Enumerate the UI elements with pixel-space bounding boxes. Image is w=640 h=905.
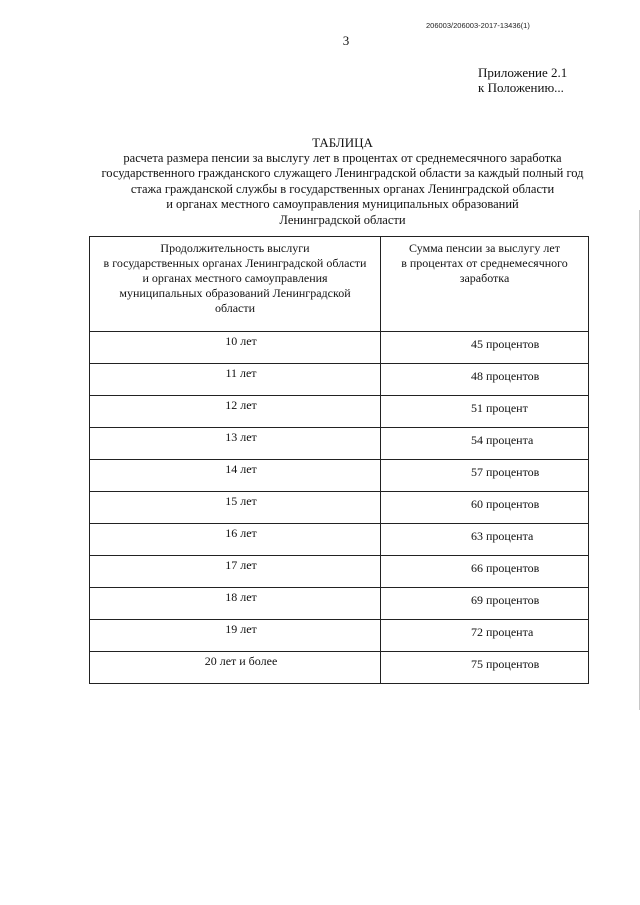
column-header-service-length: Продолжительность выслуги в государственных органах Ленинградской области и органах местного самоуправления муниципальных образований Ленинградской области [90,237,381,332]
table-row [90,524,589,556]
pension-amount-cell: 48 процентов [381,364,589,396]
pension-amount-cell: 54 процента [381,428,589,460]
table-row [90,556,589,588]
title-line: стажа гражданской службы в государственных органах Ленинградской области [130,181,555,196]
service-years-cell: 10 лет [90,332,381,364]
document-title [80,135,605,228]
pension-amount-cell: 72 процента [381,620,589,652]
pension-amount-cell: 60 процентов [381,492,589,524]
pension-amount-cell: 75 процентов [381,652,589,684]
title-heading: ТАБЛИЦА [312,135,373,150]
pension-amount-cell: 69 процентов [381,588,589,620]
table-row [90,460,589,492]
column-header-pension-amount: Сумма пенсии за выслугу лет в процентах от среднемесячного заработка [381,237,589,332]
appendix-reference [478,65,567,95]
table-row [90,652,589,684]
table-row [90,620,589,652]
pension-table [89,236,589,684]
service-years-cell: 15 лет [90,492,381,524]
table-row [90,588,589,620]
service-years-cell: 20 лет и более [90,652,381,684]
service-years-cell: 12 лет [90,396,381,428]
table-row [90,332,589,364]
page-number: 3 [342,33,350,48]
title-line: Ленинградской области [279,212,406,227]
pension-amount-cell: 63 процента [381,524,589,556]
service-years-cell: 16 лет [90,524,381,556]
table-row [90,364,589,396]
appendix-line-1: Приложение 2.1 [478,65,568,80]
pension-amount-cell: 57 процентов [381,460,589,492]
title-line: расчета размера пенсии за выслугу лет в процентах от среднемесячного заработка [123,150,562,165]
service-years-cell: 13 лет [90,428,381,460]
service-years-cell: 18 лет [90,588,381,620]
appendix-line-2: к Положению... [478,80,564,95]
service-years-cell: 11 лет [90,364,381,396]
table-row [90,428,589,460]
document-id: 206003/206003-2017-13436(1) [426,21,530,30]
pension-amount-cell: 51 процент [381,396,589,428]
pension-amount-cell: 66 процентов [381,556,589,588]
service-years-cell: 17 лет [90,556,381,588]
service-years-cell: 19 лет [90,620,381,652]
pension-amount-cell: 45 процентов [381,332,589,364]
service-years-cell: 14 лет [90,460,381,492]
title-line: и органах местного самоуправления муниципальных образований [166,197,519,211]
title-line: государственного гражданского служащего Ленинградской области за каждый полный год [101,166,584,180]
table-row [90,492,589,524]
table-row [90,396,589,428]
table-header-row [90,237,589,332]
